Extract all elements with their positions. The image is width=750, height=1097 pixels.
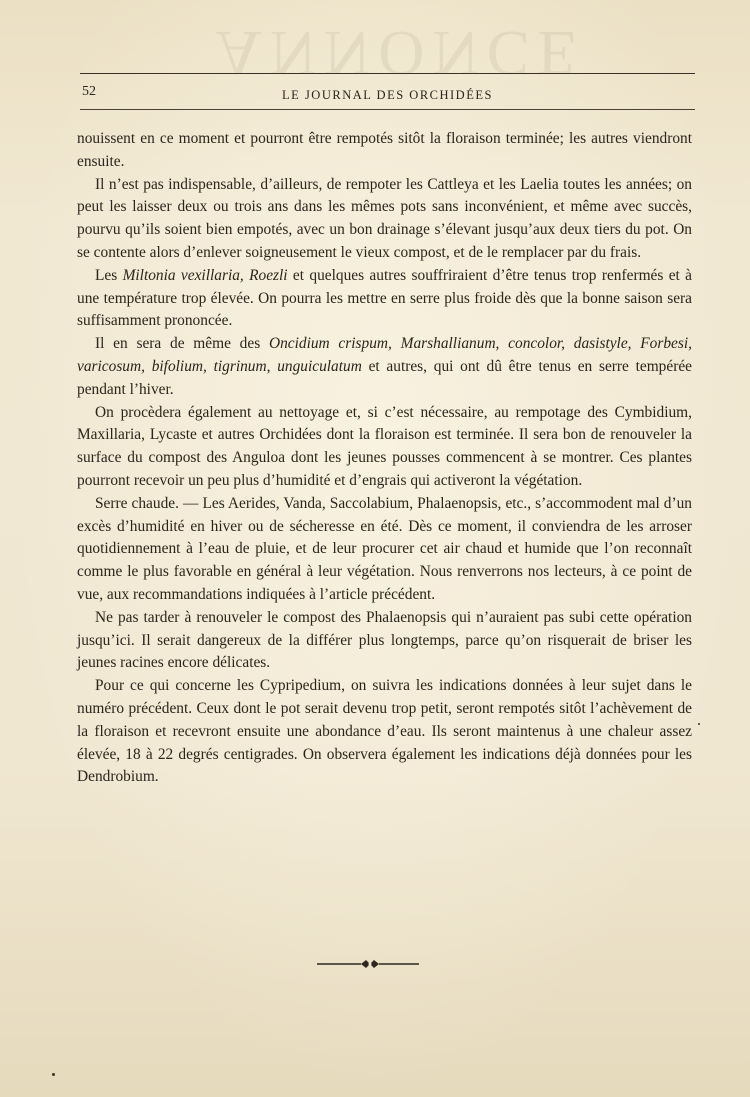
paper-speck <box>52 1073 55 1076</box>
top-rule <box>80 73 695 74</box>
paragraph <box>77 402 692 493</box>
paragraph-text: et quelques autres souffriraient d’être tenus trop renfermés et à une température trop élevée. On pourra les mettre en serre plus froide dès que la bonne saison sera suffisamment prononcée. <box>77 266 692 330</box>
show-through-text: ANNONCE <box>215 18 585 89</box>
paper-speck <box>698 723 700 725</box>
paragraph-text: Les <box>95 266 123 284</box>
paragraph-text: et autres, qui ont dû être tenus en serre tempérée pendant l’hiver. <box>77 357 693 398</box>
paragraph-text: Serre chaude. — Les Aerides, Vanda, Saccolabium, Phalaenopsis, etc., s’accommodent mal d’un excès d’humidité en hiver ou de sécheresse en été. Dès ce moment, il conviendra de les arroser quotidiennement à l’eau de pluie, et de leur procurer cet air chaud et humide que l’on reconnaît comme le plus favorable en général à leur végétation. Nous renverrons nos lecteurs, à ce point de vue, aux recommandations indiquées à l’article précédent. <box>77 494 692 603</box>
paragraph-text: Ne pas tarder à renouveler le compost des Phalaenopsis qui n’auraient pas subi cette opération jusqu’ici. Il serait dangereux de la différer plus longtemps, parce qu’on risquerait de briser les jeunes racines encore délicates. <box>77 608 692 672</box>
paragraph <box>77 675 692 789</box>
paragraph-text: nouissent en ce moment et pourront être rempotés sitôt la floraison terminée; les autres viendront ensuite. <box>77 130 692 170</box>
paragraph <box>77 333 692 401</box>
paragraph-text: Il n’est pas indispensable, d’ailleurs, de rempoter les Cattleya et les Laelia toutes les années; on peut les laisser deux ou trois ans dans les mêmes pots sans inconvénient, et même avec succès, pourvu qu’ils soient bien empotés, avec un bon drainage s’élevant jusqu’aux deux tiers du pot. On se contente alors d’enlever soigneusement le vieux compost, et de le remplacer par du frais. <box>77 175 692 261</box>
article-body <box>77 128 692 789</box>
running-title: LE JOURNAL DES ORCHIDÉES <box>282 88 493 102</box>
paragraph <box>77 128 692 174</box>
paragraph <box>77 174 692 265</box>
paragraph-text: On procèdera également au nettoyage et, si c’est nécessaire, au rempotage des Cymbidium, Maxillaria, Lycaste et autres Orchidées dont la floraison est terminée. Il sera bon de renouveler la surface du compost des Anguloa dont les jeunes pousses commencent à se montrer. Ces plantes pourront recevoir un peu plus d’humidité et d’engrais qui activeront la végétation. <box>77 403 692 489</box>
paragraph-text: Pour ce qui concerne les Cypripedium, on suivra les indications données à leur sujet dans le numéro précédent. Ceux dont le pot serait devenu trop petit, seront rempotés sitôt l’achèvement de la floraison et recevront ensuite une abondance d’eau. Ils seront maintenus à une chaleur assez élevée, 18 à 22 degrés centigrades. On observera également les indications déjà données pour les Dendrobium. <box>77 677 692 786</box>
italic-species-names: Oncidium crispum, Marshallianum, concolor, dasistyle, Forbesi, varicosum, bifolium, tigrinum, unguiculatum <box>77 335 692 375</box>
page-number: 52 <box>82 84 96 99</box>
paragraph-text: Il en sera de même des <box>95 335 269 353</box>
italic-species-names: Miltonia vexillaria, Roezli <box>122 266 288 284</box>
paragraph <box>77 493 692 607</box>
paragraph <box>77 265 692 333</box>
header-rule <box>80 109 695 110</box>
page-header <box>80 82 695 106</box>
paragraph <box>77 607 692 675</box>
tail-piece-ornament <box>315 957 425 971</box>
